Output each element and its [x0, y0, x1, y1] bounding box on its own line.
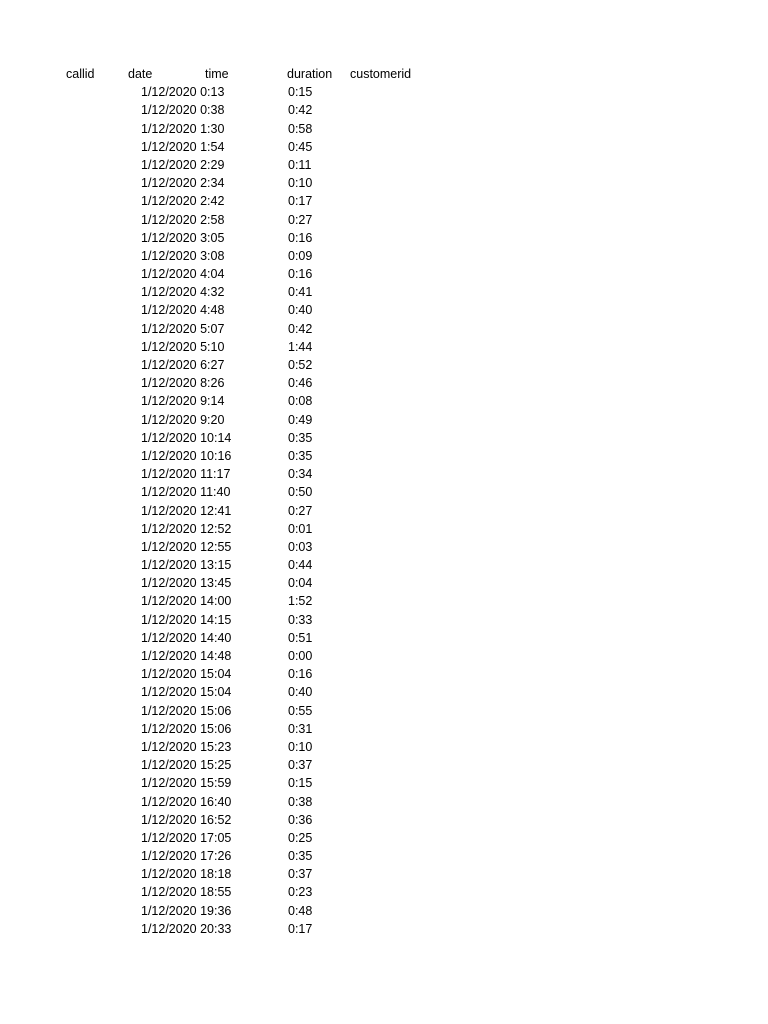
cell-date[interactable]: 1/12/2020 3:05	[141, 230, 225, 245]
cell-date[interactable]: 1/12/2020 17:05	[141, 830, 232, 845]
cell-date[interactable]: 1/12/2020 5:07	[141, 321, 225, 336]
cell-duration[interactable]: 0:35	[288, 430, 313, 445]
cell-duration[interactable]: 0:04	[288, 576, 313, 591]
cell-duration[interactable]: 0:37	[288, 758, 313, 773]
cell-date[interactable]: 1/12/2020 0:38	[141, 103, 225, 118]
cell-date[interactable]: 1/12/2020 12:55	[141, 539, 232, 554]
cell-date[interactable]: 1/12/2020 14:48	[141, 649, 232, 663]
cell-date[interactable]: 1/12/2020 12:41	[141, 503, 232, 518]
cell-date[interactable]: 1/12/2020 2:42	[141, 194, 225, 209]
cell-date[interactable]: 1/12/2020 16:40	[141, 794, 232, 809]
cell-date[interactable]: 1/12/2020 15:59	[141, 776, 232, 791]
header-time[interactable]: time	[205, 67, 229, 81]
cell-date[interactable]: 1/12/2020 1:54	[141, 139, 225, 154]
header-duration[interactable]: duration	[287, 67, 333, 81]
cell-duration[interactable]: 0:17	[288, 921, 313, 936]
cell-date[interactable]: 1/12/2020 16:52	[141, 812, 232, 827]
cell-date[interactable]: 1/12/2020 19:36	[141, 903, 232, 918]
cell-duration[interactable]: 0:10	[288, 176, 313, 191]
cell-date[interactable]: 1/12/2020 14:15	[141, 612, 232, 627]
cell-duration[interactable]: 0:45	[288, 139, 313, 154]
cell-date[interactable]: 1/12/2020 17:26	[141, 849, 232, 864]
cell-duration[interactable]: 0:35	[288, 448, 313, 463]
cell-duration[interactable]: 0:00	[288, 649, 313, 663]
cell-duration[interactable]: 0:42	[288, 321, 313, 336]
cell-duration[interactable]: 0:23	[288, 885, 313, 900]
header-date[interactable]: date	[128, 67, 153, 81]
cell-duration[interactable]: 0:46	[288, 376, 313, 391]
cell-duration[interactable]: 0:16	[288, 667, 313, 682]
cell-duration[interactable]: 0:10	[288, 739, 313, 754]
cell-date[interactable]: 1/12/2020 15:04	[141, 685, 232, 700]
cell-date[interactable]: 1/12/2020 5:10	[141, 339, 225, 354]
cell-duration[interactable]: 0:52	[288, 358, 313, 372]
cell-date[interactable]: 1/12/2020 15:06	[141, 721, 232, 736]
cell-date[interactable]: 1/12/2020 8:26	[141, 376, 225, 391]
cell-date[interactable]: 1/12/2020 10:16	[141, 448, 232, 463]
cell-date[interactable]: 1/12/2020 11:40	[141, 485, 231, 500]
cell-date[interactable]: 1/12/2020 1:30	[141, 121, 225, 136]
cell-date[interactable]: 1/12/2020 18:55	[141, 885, 232, 900]
cell-duration[interactable]: 0:50	[288, 485, 313, 500]
cell-date[interactable]: 1/12/2020 2:58	[141, 212, 225, 227]
cell-duration[interactable]: 0:27	[288, 503, 313, 518]
cell-duration[interactable]: 1:52	[288, 594, 313, 609]
cell-duration[interactable]: 0:17	[288, 194, 313, 209]
cell-date[interactable]: 1/12/2020 13:15	[141, 558, 232, 573]
cell-date[interactable]: 1/12/2020 15:06	[141, 703, 232, 718]
cell-date[interactable]: 1/12/2020 15:25	[141, 758, 232, 773]
cell-duration[interactable]: 0:41	[288, 285, 313, 300]
cell-duration[interactable]: 0:36	[288, 812, 313, 827]
cell-duration[interactable]: 0:33	[288, 612, 313, 627]
cell-date[interactable]: 1/12/2020 2:29	[141, 157, 225, 172]
cell-duration[interactable]: 0:15	[288, 776, 313, 791]
header-callid[interactable]: callid	[66, 67, 95, 81]
cell-duration[interactable]: 0:27	[288, 212, 313, 227]
cell-date[interactable]: 1/12/2020 15:04	[141, 667, 232, 682]
cell-duration[interactable]: 0:34	[288, 467, 313, 482]
cell-duration[interactable]: 0:40	[288, 303, 313, 318]
cell-date[interactable]: 1/12/2020 0:13	[141, 85, 225, 100]
cell-date[interactable]: 1/12/2020 3:08	[141, 248, 225, 263]
cell-date[interactable]: 1/12/2020 11:17	[141, 467, 231, 482]
cell-date[interactable]: 1/12/2020 13:45	[141, 576, 232, 591]
cell-date[interactable]: 1/12/2020 20:33	[141, 921, 232, 936]
cell-duration[interactable]: 0:58	[288, 121, 313, 136]
cell-date[interactable]: 1/12/2020 6:27	[141, 358, 225, 372]
cell-date[interactable]: 1/12/2020 4:32	[141, 285, 225, 300]
cell-date[interactable]: 1/12/2020 9:14	[141, 394, 225, 409]
header-customerid[interactable]: customerid	[350, 67, 412, 81]
cell-date[interactable]: 1/12/2020 12:52	[141, 521, 232, 536]
cell-duration[interactable]: 0:44	[288, 558, 313, 573]
cell-duration[interactable]: 0:49	[288, 412, 313, 427]
cell-duration[interactable]: 0:15	[288, 85, 313, 100]
cell-duration[interactable]: 0:11	[288, 157, 312, 172]
cell-duration[interactable]: 0:35	[288, 849, 313, 864]
cell-date[interactable]: 1/12/2020 2:34	[141, 176, 225, 191]
cell-date[interactable]: 1/12/2020 18:18	[141, 867, 232, 882]
cell-duration[interactable]: 0:40	[288, 685, 313, 700]
cell-duration[interactable]: 0:37	[288, 867, 313, 882]
cell-duration[interactable]: 0:16	[288, 230, 313, 245]
cell-duration[interactable]: 0:48	[288, 903, 313, 918]
cell-duration[interactable]: 0:31	[288, 721, 313, 736]
cell-date[interactable]: 1/12/2020 4:48	[141, 303, 225, 318]
cell-duration[interactable]: 0:03	[288, 539, 313, 554]
cell-duration[interactable]: 0:09	[288, 248, 313, 263]
cell-duration[interactable]: 1:44	[288, 339, 313, 354]
cell-duration[interactable]: 0:25	[288, 830, 313, 845]
cell-duration[interactable]: 0:42	[288, 103, 313, 118]
cell-date[interactable]: 1/12/2020 14:00	[141, 594, 232, 609]
cell-duration[interactable]: 0:01	[288, 521, 313, 536]
cell-duration[interactable]: 0:55	[288, 703, 313, 718]
cell-date[interactable]: 1/12/2020 4:04	[141, 267, 225, 282]
cell-date[interactable]: 1/12/2020 9:20	[141, 412, 225, 427]
cell-date[interactable]: 1/12/2020 14:40	[141, 630, 232, 645]
cell-date[interactable]: 1/12/2020 10:14	[141, 430, 232, 445]
cell-date[interactable]: 1/12/2020 15:23	[141, 739, 232, 754]
cell-duration[interactable]: 0:38	[288, 794, 313, 809]
cell-duration[interactable]: 0:16	[288, 267, 313, 282]
cell-duration[interactable]: 0:08	[288, 394, 313, 409]
cell-duration[interactable]: 0:51	[288, 630, 313, 645]
